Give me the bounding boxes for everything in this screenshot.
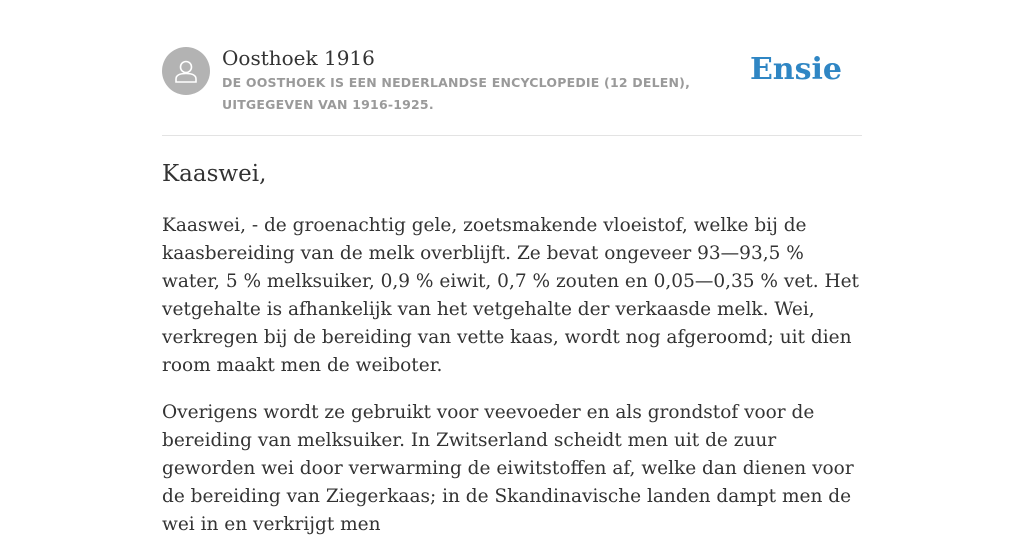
divider — [162, 135, 862, 136]
article-paragraph: Overigens wordt ze gebruikt voor veevoeder en als grondstof voor de bereiding van melksuiker. In Zwitserland scheidt men uit de zuur geworden wei door verwarming de eiwitstoffen af, welke dan dienen voor de bereiding van Ziegerkaas; in de Skandinavische landen dampt men de wei in en verkrijgt men — [162, 402, 854, 535]
source-avatar[interactable] — [162, 47, 210, 95]
brand-logo[interactable]: Ensie — [749, 52, 842, 87]
source-title[interactable]: Oosthoek 1916 — [222, 46, 375, 70]
source-description: DE OOSTHOEK IS EEN NEDERLANDSE ENCYCLOPEDIE (12 DELEN), UITGEGEVEN VAN 1916-1925. — [222, 75, 691, 112]
article-paragraph: Kaaswei, - de groenachtig gele, zoetsmakende vloeistof, welke bij de kaasbereiding van de melk overblijft. Ze bevat ongeveer 93—93,5 % water, 5 % melksuiker, 0,9 % eiwit, 0,7 % zouten en 0,05—0,35 % vet. Het vetgehalte is afhankelijk van het vetgehalte der verkaasde melk. Wei, verkregen bij de bereiding van vette kaas, wordt nog afgeroomd; uit dien room maakt men de weiboter. — [162, 215, 859, 376]
source-header — [162, 46, 862, 116]
user-icon — [171, 56, 201, 86]
article-title: Kaaswei, — [162, 161, 267, 187]
article-body — [162, 212, 862, 558]
